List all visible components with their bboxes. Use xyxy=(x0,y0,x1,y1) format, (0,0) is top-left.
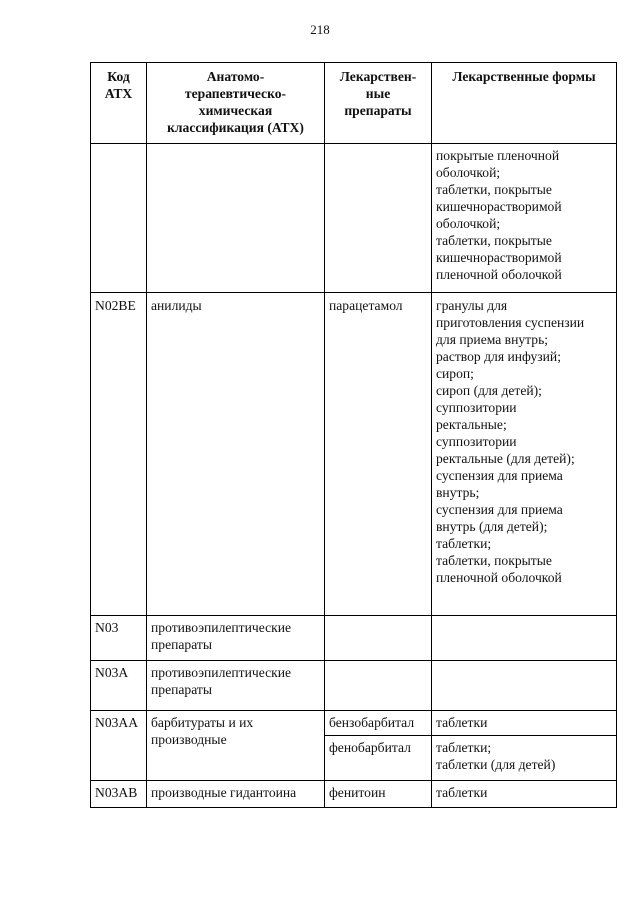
cell-code: N03 xyxy=(91,616,147,661)
cell-code: N02BE xyxy=(91,293,147,616)
cell-forms: таблетки; таблетки (для детей) xyxy=(432,736,617,781)
cell-classification: барбитураты и их производные xyxy=(147,711,325,781)
cell-drug: фенобарбитал xyxy=(325,736,432,781)
cell-forms xyxy=(432,661,617,711)
atx-drug-table xyxy=(90,62,617,808)
cell-classification: анилиды xyxy=(147,293,325,616)
cell-classification xyxy=(147,144,325,293)
table-row xyxy=(91,711,617,736)
cell-code: N03AA xyxy=(91,711,147,781)
table-row xyxy=(91,616,617,661)
page-number: 218 xyxy=(310,22,330,37)
cell-drug: фенитоин xyxy=(325,781,432,808)
table-row xyxy=(91,293,617,616)
cell-drug xyxy=(325,616,432,661)
cell-code: N03A xyxy=(91,661,147,711)
cell-forms: таблетки xyxy=(432,781,617,808)
header-classification: Анатомо- терапевтическо- химическая классификация (АТХ) xyxy=(147,63,325,144)
header-drugs: Лекарствен- ные препараты xyxy=(325,63,432,144)
cell-code: N03AB xyxy=(91,781,147,808)
table-row xyxy=(91,144,617,293)
cell-drug: бензобарбитал xyxy=(325,711,432,736)
cell-drug: парацетамол xyxy=(325,293,432,616)
cell-forms: таблетки xyxy=(432,711,617,736)
header-code: Код АТХ xyxy=(91,63,147,144)
cell-drug xyxy=(325,144,432,293)
cell-classification: производные гидантоина xyxy=(147,781,325,808)
cell-classification: противоэпилептические препараты xyxy=(147,661,325,711)
cell-classification: противоэпилептические препараты xyxy=(147,616,325,661)
header-forms: Лекарственные формы xyxy=(432,63,617,144)
table-row xyxy=(91,661,617,711)
cell-forms: гранулы для приготовления суспензии для приема внутрь; раствор для инфузий; сироп; сироп (для детей); суппозитории ректальные; суппозитории ректальные (для детей); суспензия для приема внутрь; суспензия для приема внутрь (для детей); таблетки; таблетки, покрытые пленочной оболочкой xyxy=(432,293,617,616)
table-header-row xyxy=(91,63,617,144)
cell-forms xyxy=(432,616,617,661)
cell-code xyxy=(91,144,147,293)
table-row xyxy=(91,781,617,808)
cell-drug xyxy=(325,661,432,711)
cell-forms: покрытые пленочной оболочкой; таблетки, покрытые кишечнорастворимой оболочкой; таблетки, покрытые кишечнорастворимой пленочной оболочкой xyxy=(432,144,617,293)
